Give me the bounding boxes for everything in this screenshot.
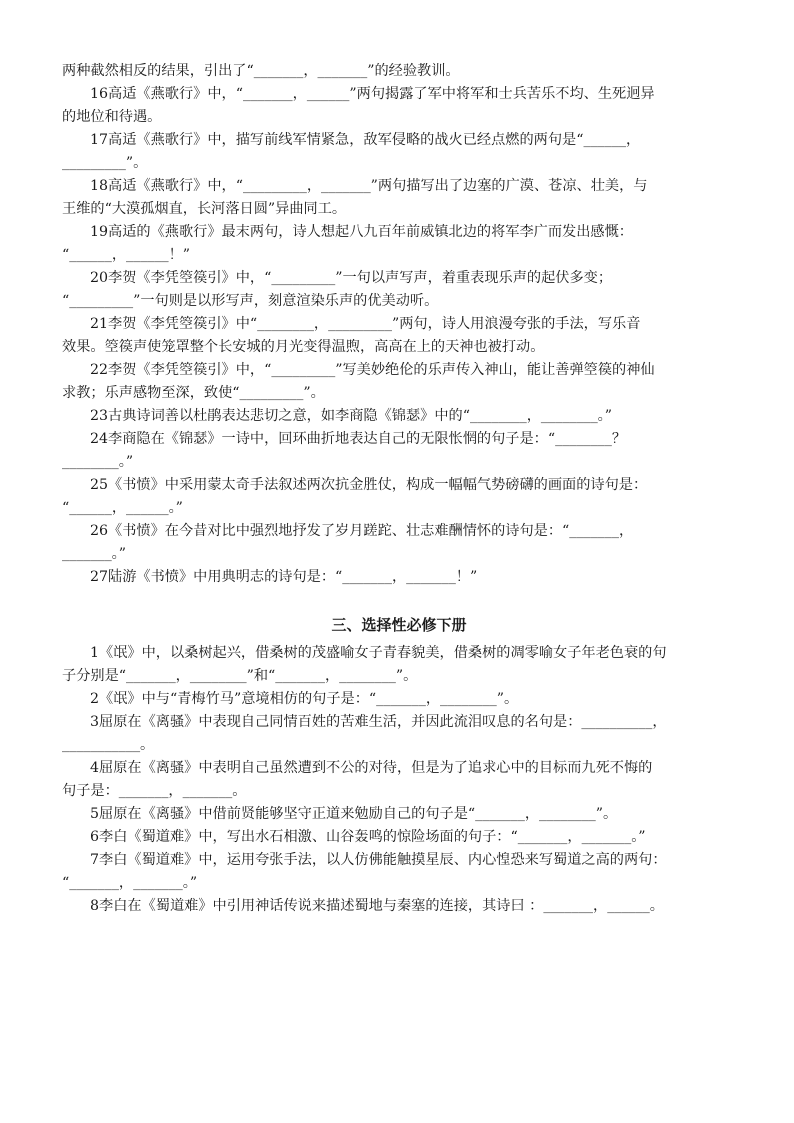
question-text-continued: “______，______。” — [62, 500, 183, 516]
question-text-continued: 句子是：_______，_______。 — [62, 783, 247, 799]
question-item — [62, 644, 736, 685]
question-text: 21李贺《李凭箜篌引》中“________，_________”两句，诗人用浪漫夸张的手法，写乐音 — [90, 316, 641, 332]
question-text: 22李贺《李凭箜篌引》中，“_________”写美妙绝伦的乐声传入神山，能让善弹箜篌的神仙 — [90, 362, 655, 378]
question-text: 20李贺《李凭箜篌引》中，“_________”一句以声写声，着重表现乐声的起伏多变； — [90, 270, 613, 286]
question-text: 23古典诗词善以杜鹃表达悲切之意，如李商隐《锦瑟》中的“________，________。” — [90, 408, 613, 424]
question-text: 16高适《燕歌行》中，“_______，______”两句揭露了军中将军和士兵苦乐不均、生死迥异 — [90, 86, 655, 102]
question-item — [62, 407, 736, 425]
question-text: 18高适《燕歌行》中，“_________，_______”两句描写出了边塞的广漠、苍凉、壮美，与 — [90, 178, 648, 194]
question-text: 19高适的《燕歌行》最末两句，诗人想起八九百年前威镇北边的将军李广而发出感慨： — [90, 224, 633, 240]
section-3-questions — [62, 644, 736, 915]
question-text-continued: 的地位和待遇。 — [62, 109, 162, 125]
question-item — [62, 690, 736, 708]
question-item — [62, 177, 736, 218]
question-text: 4屈原在《离骚》中表明自己虽然遭到不公的对待，但是为了追求心中的目标而九死不悔的 — [90, 760, 653, 776]
question-text-continued: _________”。 — [62, 155, 148, 171]
question-text-continued: ________。” — [62, 454, 134, 470]
question-item — [62, 568, 736, 586]
question-text: 17高适《燕歌行》中，描写前线军情紧急，敌军侵略的战火已经点燃的两句是“______， — [90, 132, 641, 148]
question-text: 7李白《蜀道难》中，运用夸张手法，以人仿佛能触摸星辰、内心惶恐来写蜀道之高的两句： — [90, 852, 667, 868]
section-3-heading: 三、选择性必修下册 — [331, 616, 467, 634]
question-text: 6李白《蜀道难》中，写出水石相激、山谷轰鸣的惊险场面的句子：“_______，_______。” — [90, 829, 646, 845]
question-item — [62, 851, 736, 892]
question-text-continued: 求教；乐声感物至深，致使“_________”。 — [62, 385, 325, 401]
question-text: 5屈原在《离骚》中借前贤能够坚守正道来勉励自己的句子是“_______，________”。 — [90, 806, 618, 822]
question-text: 两种截然相反的结果，引出了“_______，_______”的经验教训。 — [62, 63, 460, 79]
question-item — [62, 269, 736, 310]
question-text: 3屈原在《离骚》中表现自己同情百姓的苦难生活，并因此流泪叹息的名句是：__________， — [90, 714, 667, 730]
question-text: 2《氓》中与“青梅竹马”意境相仿的句子是：“_______，________”。 — [90, 691, 519, 707]
document-page — [62, 62, 736, 920]
question-text-continued: 效果。箜篌声使笼罩整个长安城的月光变得温煦，高高在上的天神也被打动。 — [62, 339, 545, 355]
question-text-continued: _______。” — [62, 546, 126, 562]
question-text: 8李白在《蜀道难》中引用神话传说来描述蜀地与秦塞的连接，其诗曰 ：_______，______。 — [90, 898, 664, 914]
question-item — [62, 62, 736, 80]
question-text-continued: “______，______！” — [62, 247, 191, 263]
question-item — [62, 85, 736, 126]
question-item — [62, 131, 736, 172]
question-item — [62, 897, 736, 915]
question-text: 1《氓》中，以桑树起兴，借桑树的茂盛喻女子青春貌美，借桑树的凋零喻女子年老色衰的句 — [90, 645, 667, 661]
question-item — [62, 759, 736, 800]
section-2-questions — [62, 62, 736, 586]
question-item — [62, 713, 736, 754]
question-text-continued: “_______，_______。” — [62, 875, 198, 891]
question-item — [62, 223, 736, 264]
question-item — [62, 805, 736, 823]
question-text-continued: 子分别是“_______，________”和“_______，________”。 — [62, 668, 418, 684]
question-text-continued: “_________”一句则是以形写声，刻意渲染乐声的优美动听。 — [62, 293, 439, 309]
question-text: 25《书愤》中采用蒙太奇手法叙述两次抗金胜仗，构成一幅幅气势磅礴的画面的诗句是： — [90, 477, 648, 493]
question-text-continued: 王维的“大漠孤烟直，长河落日圆”异曲同工。 — [62, 201, 347, 217]
question-text: 27陆游《书愤》中用典明志的诗句是：“_______，_______！” — [90, 569, 478, 585]
question-text-continued: ___________。 — [62, 737, 155, 753]
question-item — [62, 828, 736, 846]
question-item — [62, 361, 736, 402]
question-item — [62, 315, 736, 356]
question-item — [62, 430, 736, 471]
question-item — [62, 522, 736, 563]
question-text: 26《书愤》在今昔对比中强烈地抒发了岁月蹉跎、壮志难酬情怀的诗句是：“_______， — [90, 523, 634, 539]
question-item — [62, 476, 736, 517]
question-text: 24李商隐在《锦瑟》一诗中，回环曲折地表达自己的无限怅惘的句子是：“________？ — [90, 431, 627, 447]
